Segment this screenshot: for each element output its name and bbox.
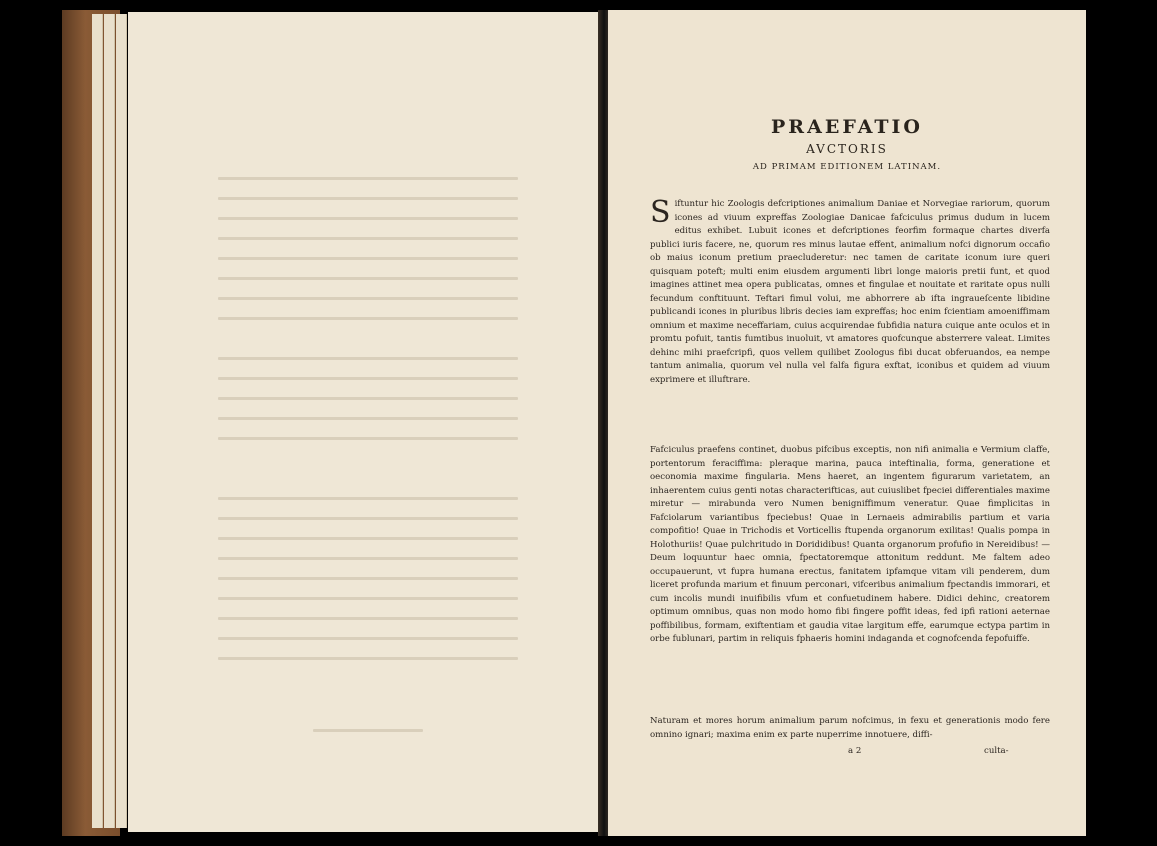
show-through-text <box>218 537 518 540</box>
show-through-text <box>218 617 518 620</box>
show-through-text <box>218 397 518 400</box>
show-through-text <box>218 237 518 240</box>
show-through-text <box>218 357 518 360</box>
page-edge <box>104 14 115 828</box>
page-title: PRAEFATIO <box>771 116 923 138</box>
show-through-text <box>218 297 518 300</box>
show-through-text <box>218 257 518 260</box>
show-through-text <box>218 557 518 560</box>
paragraph: Naturam et mores horum animalium parum nofcimus, in fexu et generationis modo fere omnino ignari; maxima enim ex parte nuperrime innotuere, diffi- <box>650 716 1050 740</box>
show-through-text <box>313 729 423 732</box>
show-through-text <box>218 577 518 580</box>
drop-cap: S <box>650 195 671 230</box>
show-through-text <box>218 497 518 500</box>
page-number: a 2 <box>848 746 862 756</box>
show-through-text <box>218 597 518 600</box>
show-through-text <box>218 637 518 640</box>
page-edge <box>116 14 127 828</box>
show-through-text <box>218 377 518 380</box>
paragraph: Fafciculus praefens continet, duobus pifcibus exceptis, non nifi animalia e Vermium claffe, portentorum feraciffima: pleraque marina, pauca inteftinalia, forma, generatione et oeconomia maxime fingularia. Mens haeret, an ingentem figurarum varietatem, an inhaerentem cuius genti notas characterifticas, aut cuiuslibet fpeciei differentiales maxime miretur — mirabunda vero Numen benigniffimum veneratur. Quae fimplicitas in Fafciolarum variantibus fpeciebus! Quae in Lernaeis admirabilis partium et varia compofitio! Quae in Trichodis et Vorticellis ftupenda organorum exilitas! Qualis pompa in Holothuriis! Quae pulchritudo in Dorididibus! Quanta organorum profufio in Nereidibus! — Deum loquuntur haec omnia, fpectatoremque attonitum reddunt. Me faltem adeo occupauerunt, vt fupra humana erectus, fanitatem ipfamque vitam vili penderem, dum liceret profunda marium et finuum perconari, vifceribus animalium fpectandis immorari, et cum incolis mundi inuifibilis vfum et confuetudinem habere. Didici dehinc, creatorem optimum omnibus, quas non modo homo fibi fingere poffit ideas, fed ipfi rationi aeternae poffibilibus, formam, exiftentiam et gaudia vitae largitum effe, earumque ectypa partim in orbe fublunari, partim in reliquis fphaeris homini indaganda et cognofcenda fepofuiffe. <box>650 445 1050 644</box>
show-through-text <box>218 437 518 440</box>
show-through-text <box>218 217 518 220</box>
page-subtitle-secondary: AD PRIMAM EDITIONEM LATINAM. <box>752 162 942 172</box>
paragraph-text: iftuntur hic Zoologis defcriptiones animalium Daniae et Norvegiae rariorum, quorum icones ad viuum expreffas Zoologiae Danicae fafciculus primus dudum in lucem editus exhibet. Lubuit icones et defcriptiones feorfim formaque chartes diverfa publici iuris facere, ne, quorum res minus lautae effent, animalium nofci dignorum occafio ob maius iconum pretium praecluderetur: nec tamen de caritate iconum iure queri quisquam poteft; multi enim eiusdem argumenti libri longe maioris pretii funt, et quod imagines attinet mea opera publicatas, omnes et fingulae et nouitate et raritate opus nulli fecundum conftituunt. Teftari fimul volui, me abhorrere ab ifta ingraueſcente libidine publicandi icones in pluribus libris decies iam expreffas; hoc enim fcientiam amoeniffimam omnium et maxime neceffariam, cuius acquirendae fubfidia natura cuique ante oculos et in promtu pofuit, tantis fumtibus inuoluit, vt amatores quofcunque absterrere valeat. Limites dehinc mihi praefcripfi, quos vellem quilibet Zoologus fibi ducat obferuandos, ea nempe tantum animalia, quorum vel nulla vel falfa figura exftat, iconibus et quidem ad viuum exprimere et illuftrare. <box>650 199 1050 385</box>
right-page <box>608 10 1086 836</box>
catchword: culta- <box>984 746 1009 756</box>
show-through-text <box>218 197 518 200</box>
left-page <box>128 12 602 832</box>
show-through-text <box>218 517 518 520</box>
show-through-text <box>218 417 518 420</box>
paragraph <box>650 195 1050 387</box>
page-edge <box>92 14 103 828</box>
page-subtitle: AVCTORIS <box>806 142 888 156</box>
show-through-text <box>218 317 518 320</box>
show-through-text <box>218 657 518 660</box>
show-through-text <box>218 277 518 280</box>
show-through-text <box>218 177 518 180</box>
